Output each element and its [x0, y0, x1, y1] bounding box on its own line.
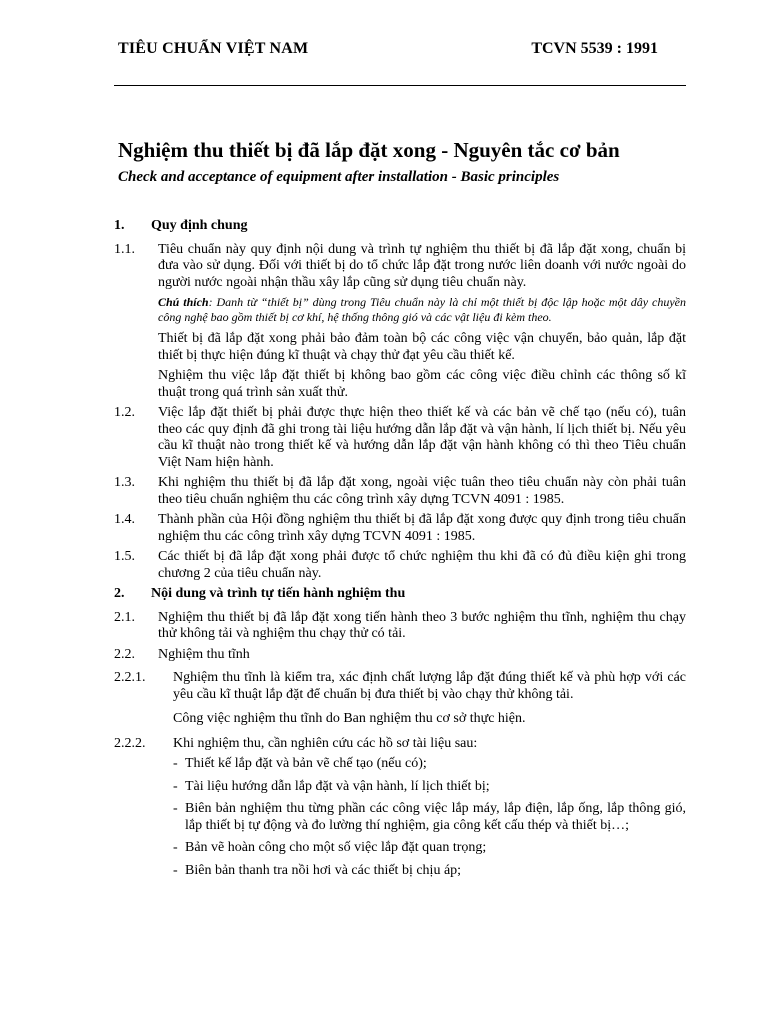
section-2-heading	[114, 586, 686, 603]
note	[158, 295, 686, 325]
bullet-dash: -	[173, 778, 178, 794]
clause-text: Khi nghiệm thu, cần nghiên cứu các hồ sơ tài liệu sau:	[173, 735, 478, 751]
header-divider	[114, 85, 686, 86]
clause-number: 1.4.	[114, 512, 135, 527]
clause-1-4	[114, 512, 686, 545]
clause-number: 1.5.	[114, 549, 135, 564]
section-title: Quy định chung	[151, 218, 248, 233]
clause-number: 2.2.1.	[114, 670, 146, 685]
bullet-dash: -	[173, 862, 178, 878]
bullet-dash: -	[173, 756, 178, 771]
list-item	[173, 779, 686, 796]
clause-text: Nghiệm thu thiết bị đã lắp đặt xong tiến hành theo 3 bước nghiệm thu tĩnh, nghiệm thu chạy thử không tải và nghiệm thu chạy thử có tải.	[158, 609, 686, 641]
note-label: Chú thích	[158, 295, 209, 309]
document-subtitle: Check and acceptance of equipment after installation - Basic principles	[118, 169, 560, 185]
clause-2-2	[114, 647, 686, 664]
list-item-text: Tài liệu hướng dẫn lắp đặt và vận hành, lí lịch thiết bị;	[185, 778, 490, 794]
clause-1-5	[114, 549, 686, 582]
clause-2-2-1	[114, 670, 686, 703]
paragraph: Thiết bị đã lắp đặt xong phải bảo đảm toàn bộ các công việc vận chuyển, bảo quản, lắp đặt thiết bị thực hiện đúng kĩ thuật và chạy thử đạt yêu cầu thiết kế.	[158, 331, 686, 363]
list-item-text: Biên bản thanh tra nồi hơi và các thiết bị chịu áp;	[185, 862, 462, 878]
section-title: Nội dung và trình tự tiến hành nghiệm thu	[151, 586, 406, 601]
clause-1-3	[114, 475, 686, 508]
clause-number: 1.1.	[114, 241, 135, 257]
clause-1-2	[114, 405, 686, 471]
list-item-text: Bản vẽ hoàn công cho một số việc lắp đặt quan trọng;	[185, 840, 487, 855]
bullet-dash: -	[173, 840, 178, 855]
clause-text: Tiêu chuẩn này quy định nội dung và trình tự nghiệm thu thiết bị đã lắp đặt xong, chuẩn bị đưa vào sử dụng. Đối với thiết bị do tổ chức lắp đặt trong nước liên doanh với nước ngoài do người nước ngoài nhận thầu xây lắp cũng sử dụng tiêu chuẩn này.	[158, 241, 686, 290]
clause-text: Các thiết bị đã lắp đặt xong phải được tổ chức nghiệm thu khi đã có đủ điều kiện ghi trong chương 2 của tiêu chuẩn này.	[158, 549, 686, 581]
section-1-heading	[114, 218, 686, 235]
section-number: 1.	[114, 218, 125, 233]
clause-text: Nghiệm thu tĩnh là kiểm tra, xác định chất lượng lắp đặt đúng thiết kế và phù hợp với các yêu cầu kĩ thuật lắp đặt để chuẩn bị đưa thiết bị vào chạy thử không tải.	[173, 670, 686, 702]
note-text: : Danh từ “thiết bị” dùng trong Tiêu chuẩn này là chỉ một thiết bị độc lập hoặc một dây chuyền công nghệ bao gồm thiết bị cơ khí, hệ thống thông gió và các vật liệu đi kèm theo.	[158, 295, 686, 324]
document-body	[114, 214, 686, 885]
clause-number: 2.2.	[114, 646, 135, 662]
clause-1-1	[114, 242, 686, 292]
clause-number: 1.2.	[114, 405, 135, 420]
clause-text: Việc lắp đặt thiết bị phải được thực hiện theo thiết kế và các bản vẽ chế tạo (nếu có), tuân theo các quy định đã ghi trong tài liệu hướng dẫn lắp đặt và vận hành, lí lịch thiết bị. Nếu yêu cầu kĩ thuật nào trong thiết kế và hướng dẫn lắp đặt vận hành không có thì theo Tiêu chuẩn Việt Nam hiện hành.	[158, 405, 686, 470]
header-standard-name: TIÊU CHUẨN VIỆT NAM	[118, 40, 309, 57]
clause-number: 1.3.	[114, 475, 135, 490]
document-title: Nghiệm thu thiết bị đã lắp đặt xong - Nguyên tắc cơ bản	[118, 138, 620, 162]
list-item-text: Thiết kế lắp đặt và bản vẽ chế tạo (nếu có);	[185, 756, 427, 771]
clause-text: Khi nghiệm thu thiết bị đã lắp đặt xong, ngoài việc tuân theo tiêu chuẩn này còn phải tuân theo tiêu chuẩn nghiệm thu các công trình xây dựng TCVN 4091 : 1985.	[158, 475, 686, 507]
clause-2-2-2	[114, 736, 686, 753]
list-item	[173, 840, 686, 857]
header-standard-code: TCVN 5539 : 1991	[531, 40, 658, 57]
list-item	[173, 756, 686, 773]
section-number: 2.	[114, 586, 125, 601]
paragraph: Nghiệm thu việc lắp đặt thiết bị không bao gồm các công việc điều chỉnh các thông số kĩ thuật trong quá trình sản xuất thử.	[158, 368, 686, 400]
clause-number: 2.2.2.	[114, 735, 146, 751]
clause-text: Nghiệm thu tĩnh	[158, 646, 250, 662]
clause-2-1	[114, 610, 686, 643]
bullet-dash: -	[173, 801, 178, 816]
list-item-text: Biên bản nghiệm thu từng phần các công việc lắp máy, lắp điện, lắp ống, lắp thông gió, lắp thiết bị tự động và đo lường thí nghiệm, gia công kết cấu thép và thiết bị…;	[185, 801, 686, 833]
list-item	[173, 801, 686, 834]
clause-text: Thành phần của Hội đồng nghiệm thu thiết bị đã lắp đặt xong được quy định trong tiêu chuẩn nghiệm thu các công trình xây dựng TCVN 4091 : 1985.	[158, 512, 686, 544]
list-item	[173, 863, 686, 880]
paragraph: Công việc nghiệm thu tĩnh do Ban nghiệm thu cơ sở thực hiện.	[173, 711, 526, 726]
clause-number: 2.1.	[114, 609, 135, 625]
